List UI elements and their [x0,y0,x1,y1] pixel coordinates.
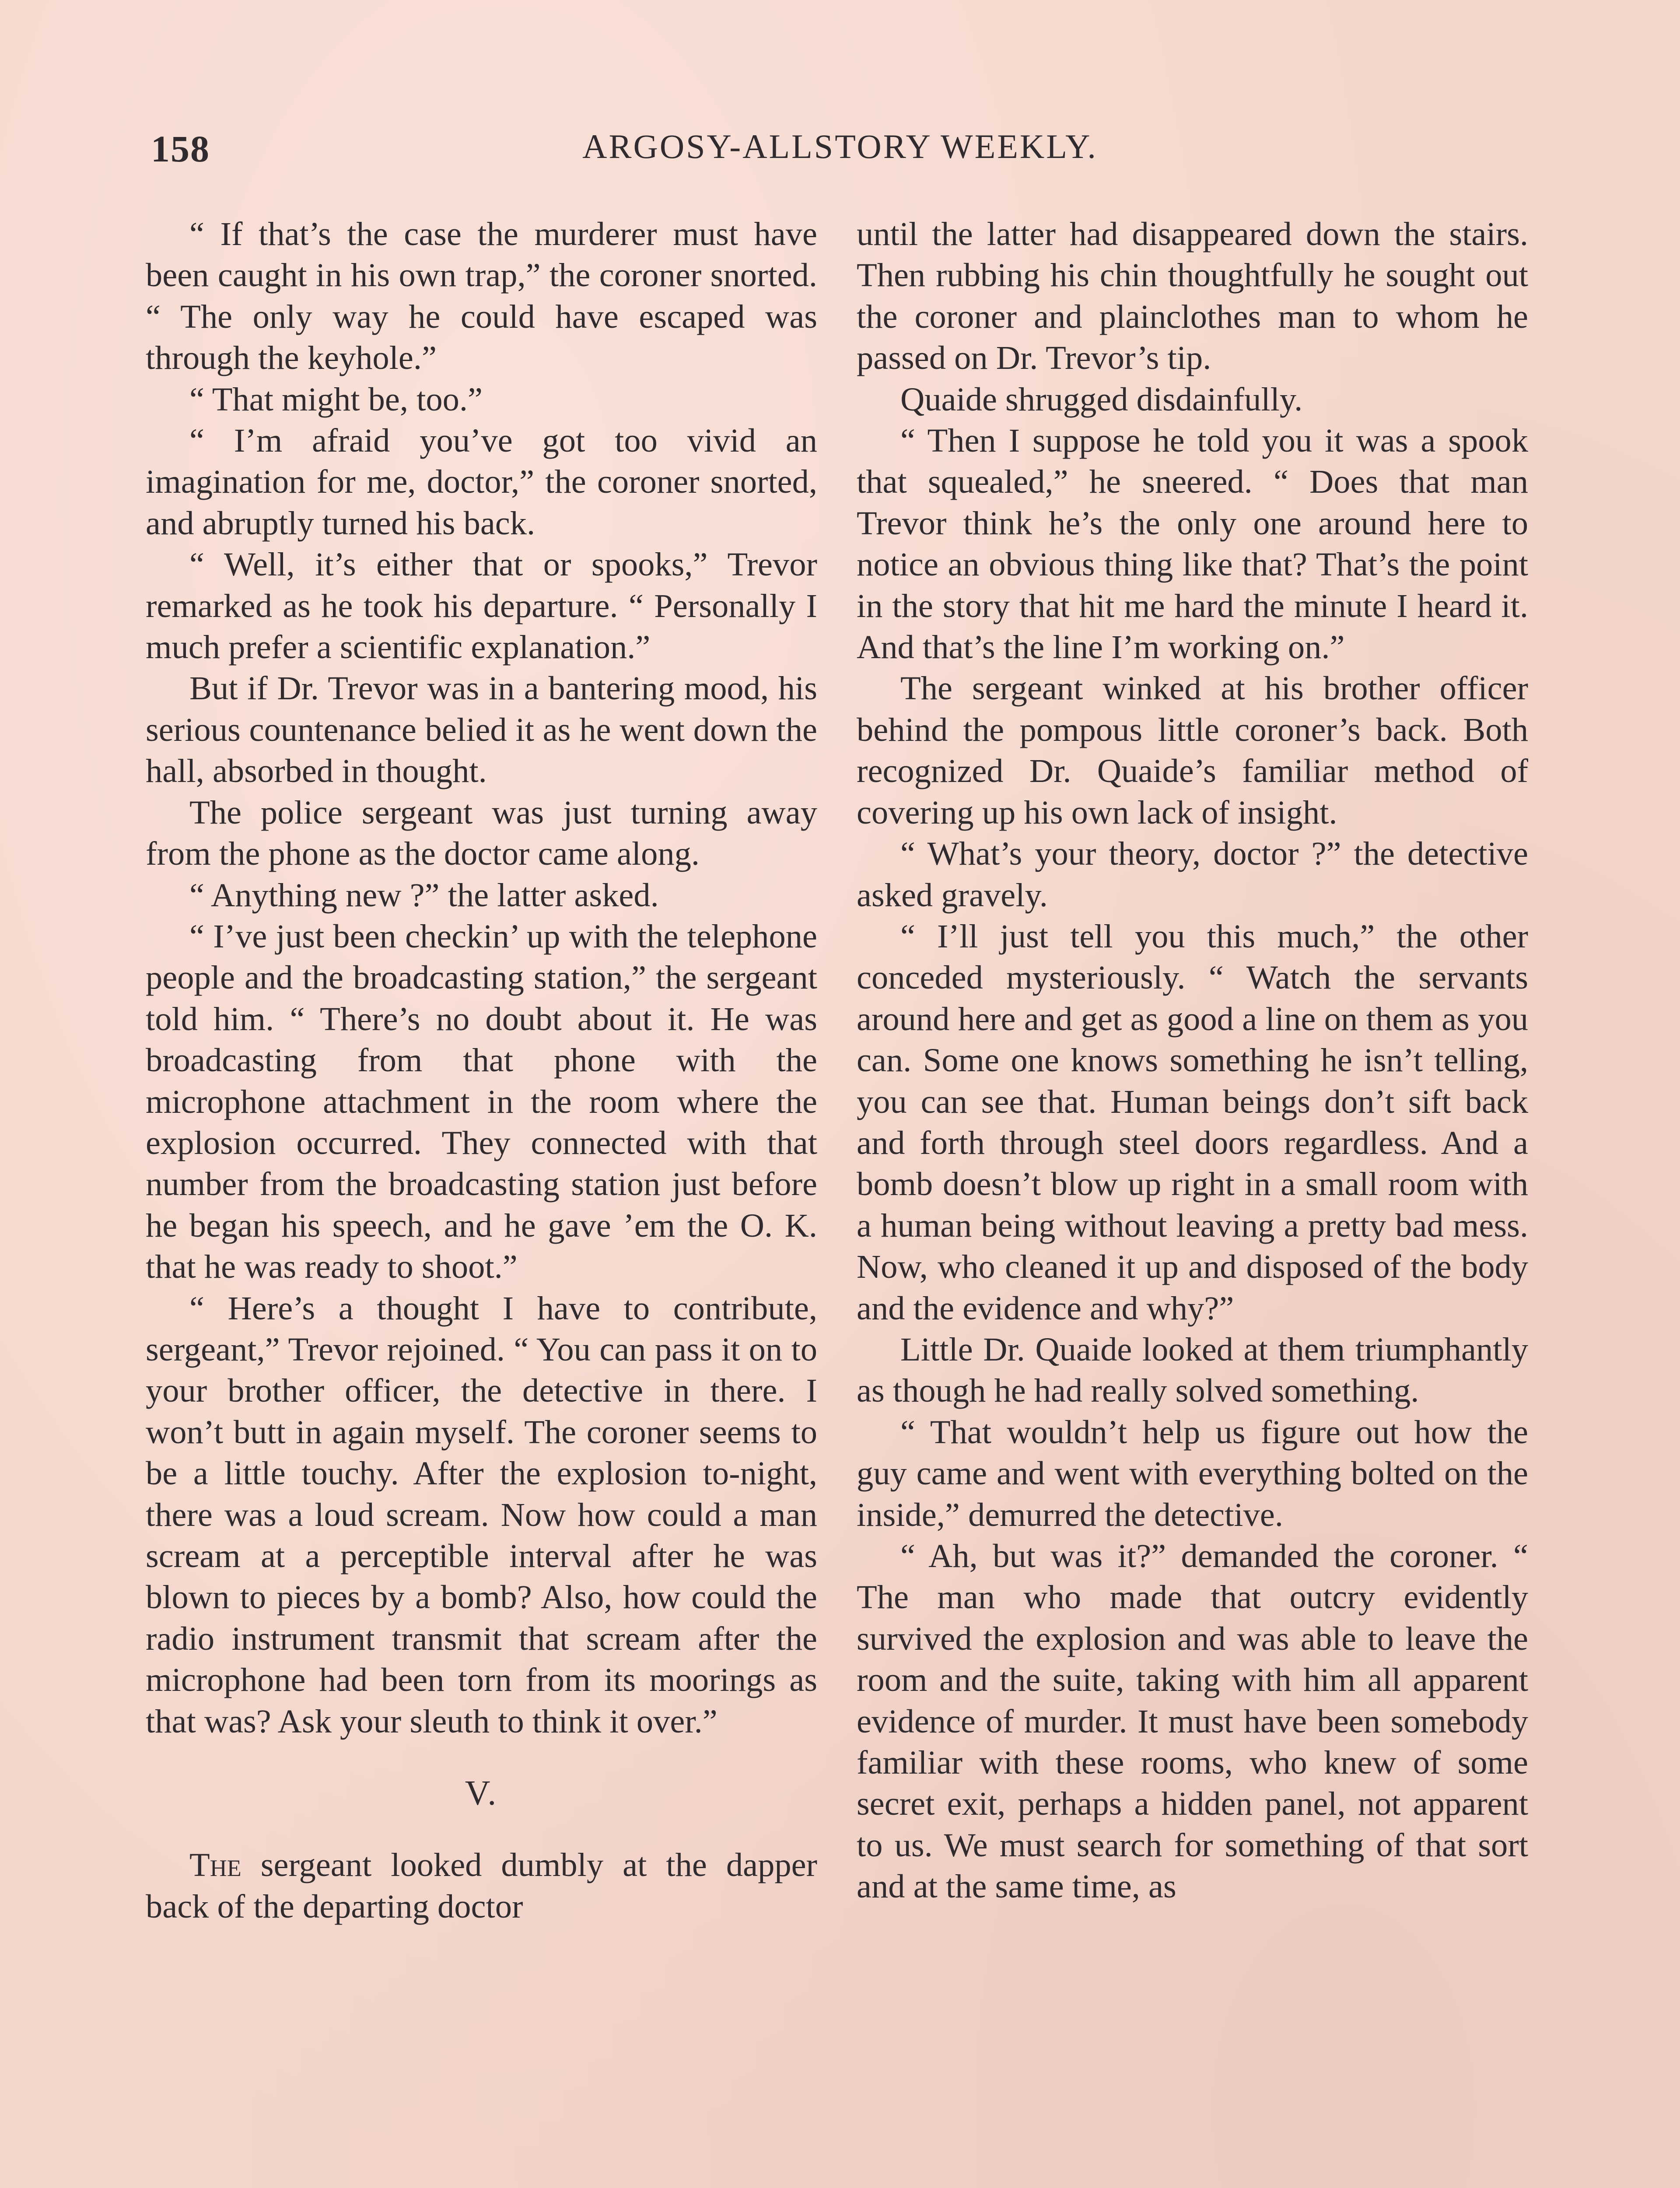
section-heading: V. [465,1774,498,1813]
page-header [151,127,1529,175]
paragraph: “ Well, it’s either that or spooks,” Trevor remarked as he took his departure. “ Personally I much prefer a scientific explanation.” [146,546,817,666]
paragraph: “ I’ve just been checkin’ up with the telephone people and the broadcasting station,” the sergeant told him. “ There’s no doubt about it. He was broadcasting from that phone with the microphone attachment in the room where the explosion occurred. They connected with that number from the broadcasting station just before he began his speech, and he gave ’em the O. K. that he was ready to shoot.” [146,917,817,1286]
paragraph: “ I’ll just tell you this much,” the other conceded mysteriously. “ Watch the servants around here and get as good a line on them as you can. Some one knows something he isn’t telling, you can see that. Human beings don’t sift back and forth through steel doors regardless. And a bomb doesn’t blow up right in a small room with a human being without leaving a pretty bad mess. Now, who cleaned it up and disposed of the body and the evidence and why?” [857,917,1528,1327]
paragraph: “ Then I suppose he told you it was a spook that squealed,” he sneered. “ Does that man Trevor think he’s the only one around here to notice an obvious thing like that? That’s the point in the story that hit me hard the minute I heard it. And that’s the line I’m working on.” [857,422,1528,666]
section-opening-word: The [189,1846,242,1884]
paragraph: But if Dr. Trevor was in a bantering mood, his serious countenance belied it as he went down the hall, absorbed in thought. [146,670,817,790]
paragraph: “ If that’s the case the murderer must have been caught in his own trap,” the coroner snorted. “ The only way he could have escaped was through the keyhole.” [146,215,817,377]
continued-paragraph: until the latter had disappeared down the stairs. Then rubbing his chin thoughtfully he sought out the coroner and plainclothes man to whom he passed on Dr. Trevor’s tip. [857,215,1528,377]
paragraph: The police sergeant was just turning away from the phone as the doctor came along. [146,793,817,873]
left-column [146,214,817,1927]
paragraph: The sergeant winked at his brother officer behind the pompous little coroner’s back. Both recognized Dr. Quaide’s familiar method of covering up his own lack of insight. [857,670,1528,831]
section-opening-paragraph [146,1844,817,1927]
paragraph: “ Here’s a thought I have to contribute, sergeant,” Trevor rejoined. “ You can pass it on to your brother officer, the detective in there. I won’t butt in again myself. The coroner seems to be a little touchy. After the explosion to-night, there was a loud scream. Now how could a man scream at a perceptible interval after he was blown to pieces by a bomb? Also, how could the radio instrument transmit that scream after the microphone had been torn from its moorings as that was? Ask your sleuth to think it over.” [146,1289,817,1740]
running-head: ARGOSY-ALLSTORY WEEKLY. [582,127,1098,165]
paragraph: Quaide shrugged disdainfully. [900,380,1303,418]
paragraph: Little Dr. Quaide looked at them triumphantly as though he had really solved something. [857,1330,1528,1410]
paragraph: “ I’m afraid you’ve got too vivid an imagination for me, doctor,” the coroner snorted, and abruptly turned his back. [146,422,817,542]
section-opening-text: sergeant looked dumbly at the dapper back of the departing doctor [146,1846,817,1925]
paragraph: “ What’s your theory, doctor ?” the detective asked gravely. [857,835,1528,914]
paragraph: “ That might be, too.” [189,380,483,418]
paragraph: “ Ah, but was it?” demanded the coroner. “ The man who made that outcry evidently survived the explosion and was able to leave the room and the suite, taking with him all apparent evidence of murder. It must have been somebody familiar with these rooms, who knew of some secret exit, perhaps a hidden panel, not apparent to us. We must search for something of that sort and at the same time, as [857,1537,1528,1905]
right-column [857,214,1528,1907]
paragraph: “ Anything new ?” the latter asked. [189,876,659,914]
page-number: 158 [151,128,210,170]
paragraph: “ That wouldn’t help us figure out how the guy came and went with everything bolted on the inside,” demurred the detective. [857,1413,1528,1533]
